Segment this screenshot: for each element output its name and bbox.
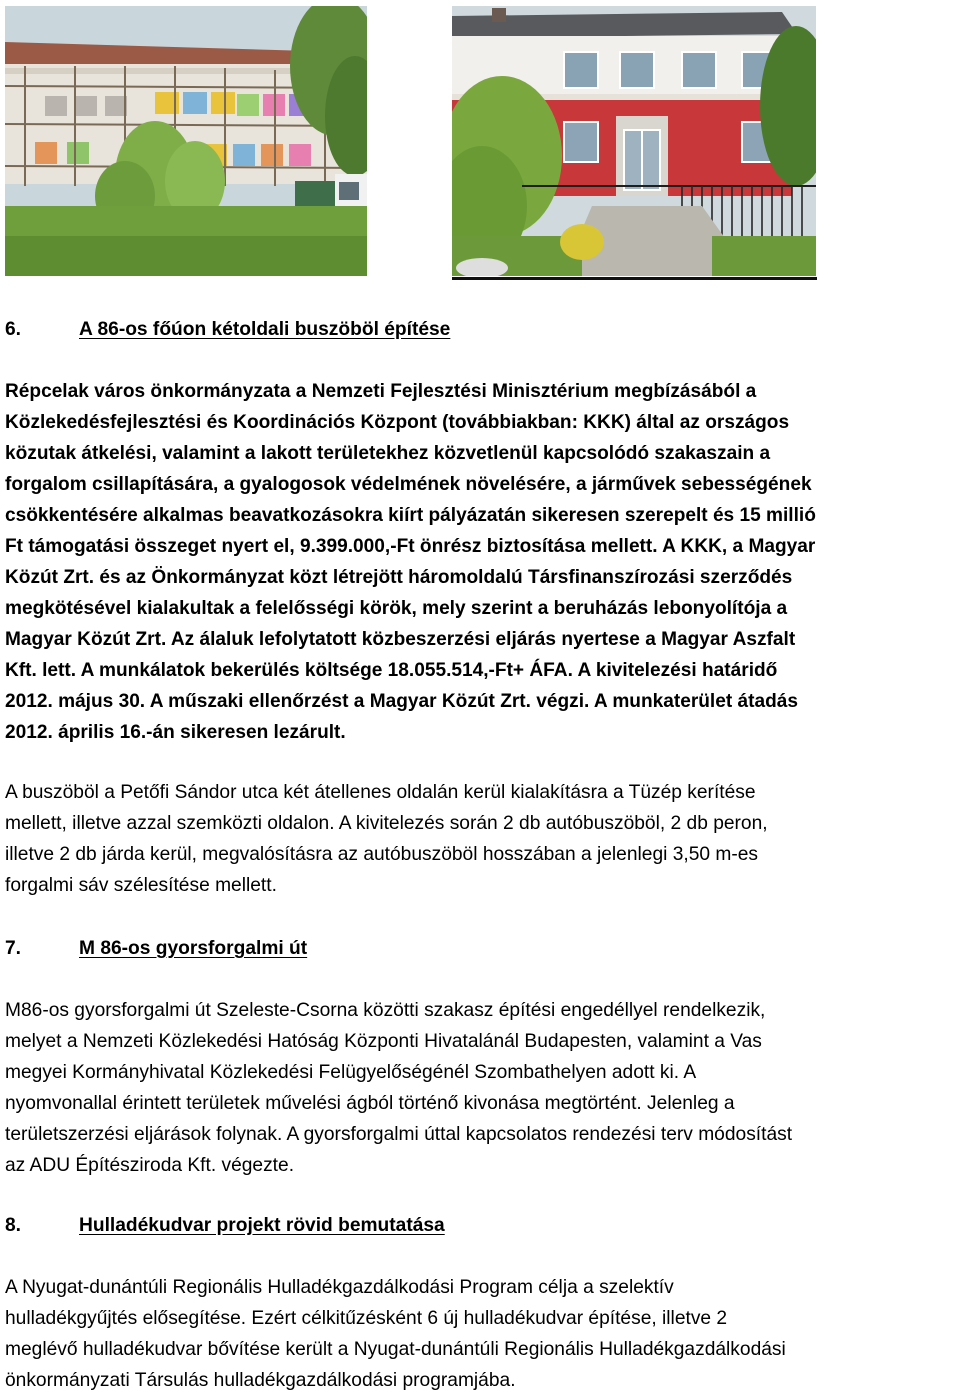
section-8-paragraph-1	[5, 1272, 960, 1396]
section-number: 8.	[5, 1215, 22, 1236]
section-title: A 86-os főúon kétoldali buszöböl építése	[79, 319, 451, 340]
text-line: területszerzési eljárások folynak. A gyorsforgalmi úttal kapcsolatos rendezési terv módosítást	[5, 1124, 793, 1145]
section-6-heading	[5, 314, 450, 345]
text-line: Répcelak város önkormányzata a Nemzeti Fejlesztési Minisztérium megbízásából a	[5, 381, 757, 402]
text-line: az ADU Építésziroda Kft. végezte.	[5, 1155, 295, 1176]
text-line: önkormányzati Társulás hulladékgazdálkodási programjába.	[5, 1370, 516, 1391]
text-line: A buszöböl a Petőfi Sándor utca két átellenes oldalán kerül kialakításra a Tüzép kerítése	[5, 782, 756, 803]
text-line: Magyar Közút Zrt. Az álaluk lefolytatott közbeszerzési eljárás nyertese a Magyar Aszfalt	[5, 629, 796, 650]
text-line: közutak átkelési, valamint a lakott területekhez közvetlenül kapcsolódó szakaszain a	[5, 443, 771, 464]
section-title: M 86-os gyorsforgalmi út	[79, 938, 308, 959]
text-line: illetve 2 db járda kerül, megvalósításra az autóbuszöböl hosszában a jelenlegi 3,50 m-es	[5, 844, 759, 865]
text-line: Ft támogatási összeget nyert el, 9.399.000,-Ft önrész biztosítása mellett. A KKK, a Magyar	[5, 536, 816, 557]
text-line: forgalom csillapítására, a gyalogosok védelmének növelésére, a járművek sebességének	[5, 474, 812, 495]
building-renovation-photo	[5, 6, 367, 276]
section-6-paragraph-2	[5, 777, 960, 901]
section-7-heading	[5, 933, 307, 964]
text-line: meglévő hulladékudvar bővítése került a Nyugat-dunántúli Regionális Hulladékgazdálkodási	[5, 1339, 786, 1360]
text-line: A Nyugat-dunántúli Regionális Hulladékgazdálkodási Program célja a szelektív	[5, 1277, 674, 1298]
text-line: 2012. május 30. A műszaki ellenőrzést a Magyar Közút Zrt. végzi. A munkaterület átadás	[5, 691, 799, 712]
section-7-paragraph-1	[5, 995, 960, 1181]
text-line: melyet a Nemzeti Közlekedési Hatóság Központi Hivatalánál Budapesten, valamint a Vas	[5, 1031, 762, 1052]
text-line: M86-os gyorsforgalmi út Szeleste-Csorna közötti szakasz építési engedéllyel rendelkezik,	[5, 1000, 766, 1021]
text-line: Közút Zrt. és az Önkormányzat közt létrejött háromoldalú Társfinanszírozási szerződés	[5, 567, 793, 588]
text-line: Kft. lett. A munkálatok bekerülés költsége 18.055.514,-Ft+ ÁFA. A kivitelezési határidő	[5, 660, 778, 681]
section-title: Hulladékudvar projekt rövid bemutatása	[79, 1215, 445, 1236]
text-line: nyomvonallal érintett területek művelési ágból történő kivonása megtörtént. Jelenleg a	[5, 1093, 735, 1114]
text-line: megkötésével kialakultak a felelősségi körök, mely szerint a beruházás lebonyolítója a	[5, 598, 788, 619]
section-6-paragraph-1	[5, 376, 960, 748]
photo-divider	[452, 277, 817, 280]
text-line: forgalmi sáv szélesítése mellett.	[5, 875, 277, 896]
section-number: 7.	[5, 938, 22, 959]
text-line: csökkentésére alkalmas beavatkozásokra kiírt pályázatán sikeresen szerepelt és 15 millió	[5, 505, 816, 526]
text-line: mellett, illetve azzal szemközti oldalon. A kivitelezés során 2 db autóbuszöböl, 2 db peron,	[5, 813, 768, 834]
section-number: 6.	[5, 319, 22, 340]
text-line: 2012. április 16.-án sikeresen lezárult.	[5, 722, 346, 743]
section-8-heading	[5, 1210, 445, 1241]
text-line: Közlekedésfejlesztési és Koordinációs Központ (továbbiakban: KKK) által az országos	[5, 412, 790, 433]
school-building-photo	[452, 6, 816, 276]
text-line: megyei Kormányhivatal Közlekedési Felügyelőségénél Szombathelyen adott ki. A	[5, 1062, 697, 1083]
text-line: hulladékgyűjtés elősegítése. Ezért célkitűzésként 6 új hulladékudvar építése, illetve 2	[5, 1308, 728, 1329]
